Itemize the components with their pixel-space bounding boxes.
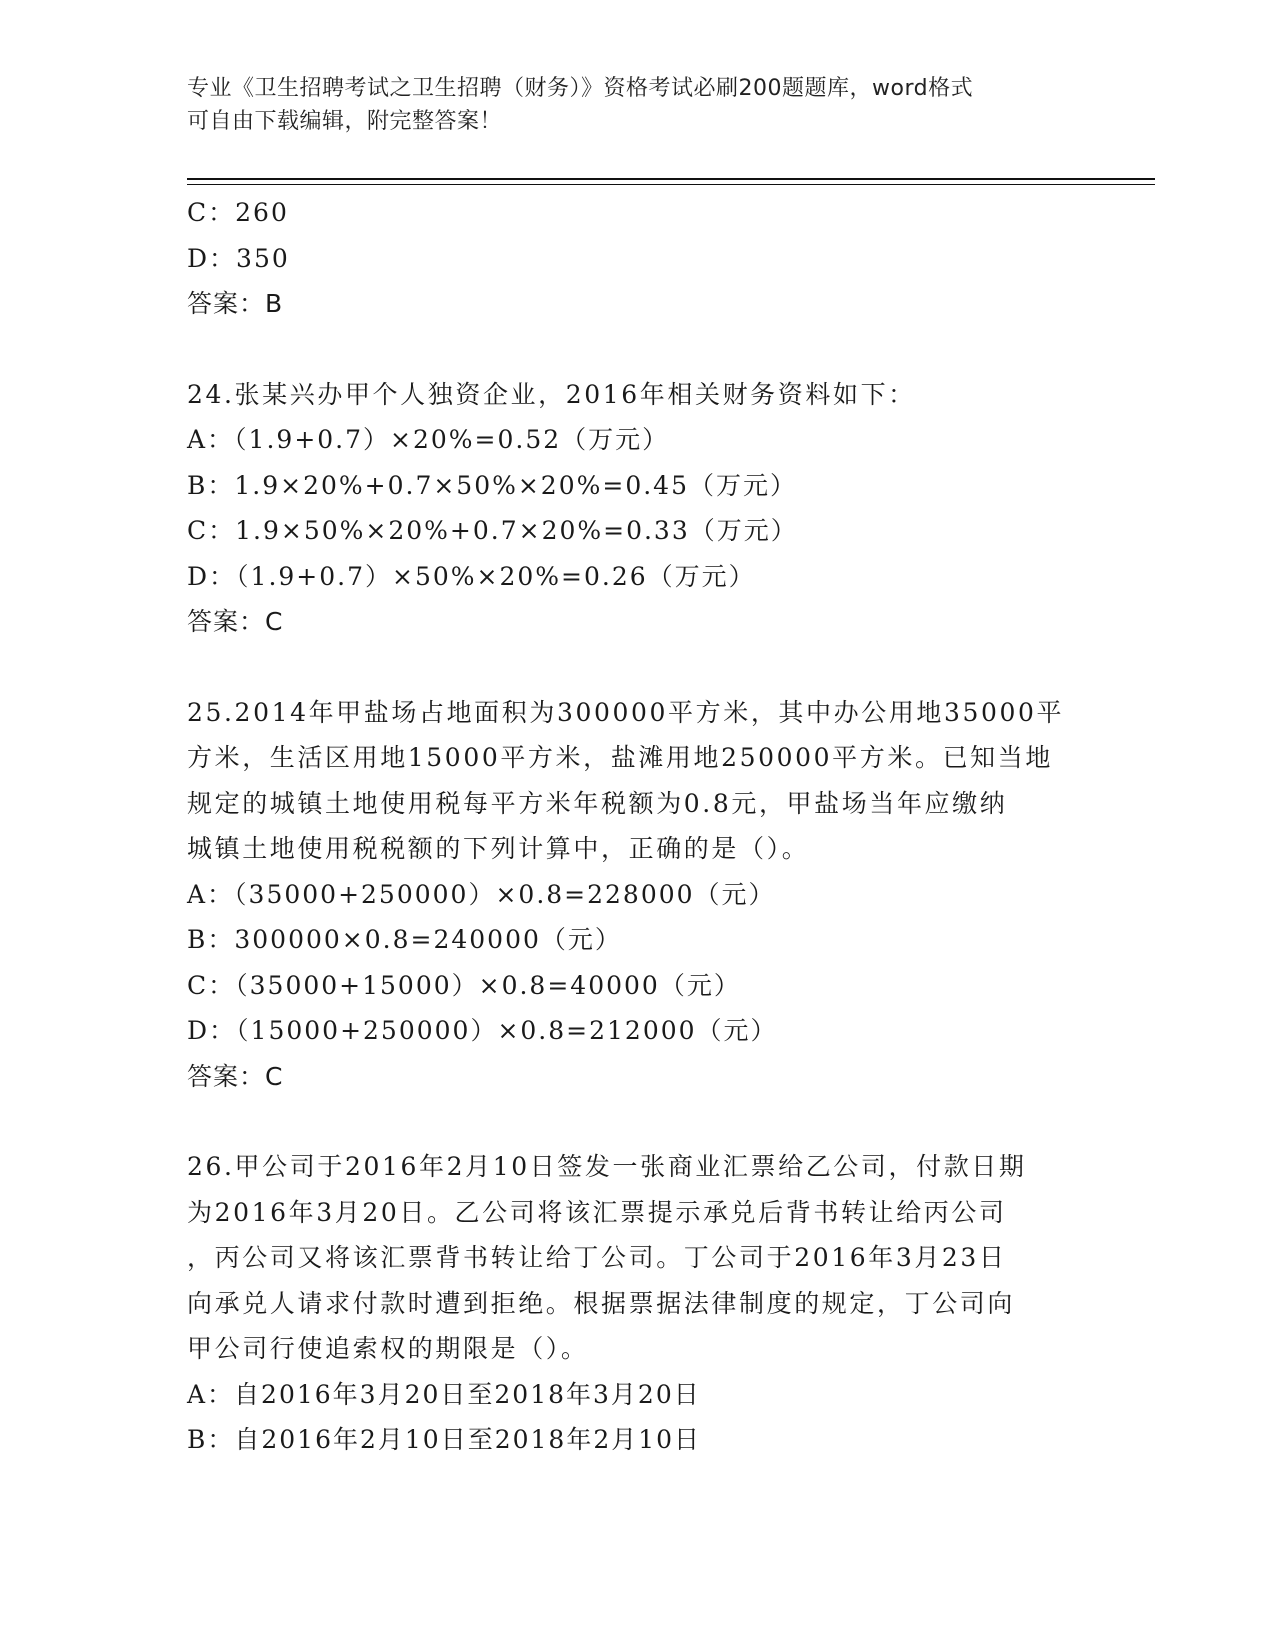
question-text-line: 26.甲公司于2016年2月10日签发一张商业汇票给乙公司，付款日期: [187, 1152, 1027, 1181]
option-d: D：（1.9+0.7）×50%×20%=0.26（万元）: [187, 561, 756, 591]
document-header: [187, 72, 1067, 138]
spacer: [187, 327, 1087, 372]
header-rule-thick: [187, 178, 1155, 180]
header-rule-thin: [187, 184, 1155, 185]
question-text-line: 25.2014年甲盐场占地面积为300000平方米，其中办公用地35000平: [187, 697, 1065, 727]
option-a: A：（1.9+0.7）×20%=0.52（万元）: [187, 425, 670, 454]
option-d: D：350: [187, 243, 290, 273]
question-text-line: 方米，生活区用地15000平方米，盐滩用地250000平方米。已知当地: [187, 743, 1053, 772]
spacer: [187, 645, 1087, 690]
option-c: C：（35000+15000）×0.8=40000（元）: [187, 970, 741, 1000]
question-text: 24.张某兴办甲个人独资企业，2016年相关财务资料如下：: [187, 379, 916, 409]
option-b: B：自2016年2月10日至2018年2月10日: [187, 1425, 702, 1454]
option-b: B：1.9×20%+0.7×50%×20%=0.45（万元）: [187, 470, 797, 500]
option-a: A：自2016年3月20日至2018年3月20日: [187, 1379, 701, 1409]
spacer: [187, 1099, 1087, 1144]
option-b: B：300000×0.8=240000（元）: [187, 925, 622, 954]
question-text-line: 城镇土地使用税税额的下列计算中，正确的是（）。: [187, 834, 810, 863]
option-a: A：（35000+250000）×0.8=228000（元）: [187, 879, 776, 909]
answer: 答案：C: [187, 607, 284, 636]
question-text-line: 向承兑人请求付款时遭到拒绝。根据票据法律制度的规定，丁公司向: [187, 1288, 1016, 1318]
question-26: [187, 1144, 1087, 1463]
option-c: C：260: [187, 198, 289, 227]
option-d: D：（15000+250000）×0.8=212000（元）: [187, 1016, 778, 1045]
header-title-line-1: 专业《卫生招聘考试之卫生招聘（财务）》资格考试必刷200题题库，word格式: [187, 76, 974, 101]
question-text-line: ，丙公司又将该汇票背书转让给丁公司。丁公司于2016年3月23日: [187, 1243, 1007, 1272]
question-24: [187, 372, 1087, 645]
question-text-line: 甲公司行使追索权的期限是（）。: [187, 1334, 589, 1363]
answer: 答案：B: [187, 289, 284, 318]
question-25: [187, 690, 1087, 1100]
option-c: C：1.9×50%×20%+0.7×20%=0.33（万元）: [187, 516, 798, 545]
answer: 答案：C: [187, 1061, 284, 1091]
document-body: [187, 190, 1087, 1463]
question-text-line: 规定的城镇土地使用税每平方米年税额为0.8元，甲盐场当年应缴纳: [187, 788, 1008, 818]
question-text-line: 为2016年3月20日。乙公司将该汇票提示承兑后背书转让给丙公司: [187, 1197, 1007, 1227]
header-title-line-2: 可自由下载编辑，附完整答案！: [187, 109, 503, 134]
